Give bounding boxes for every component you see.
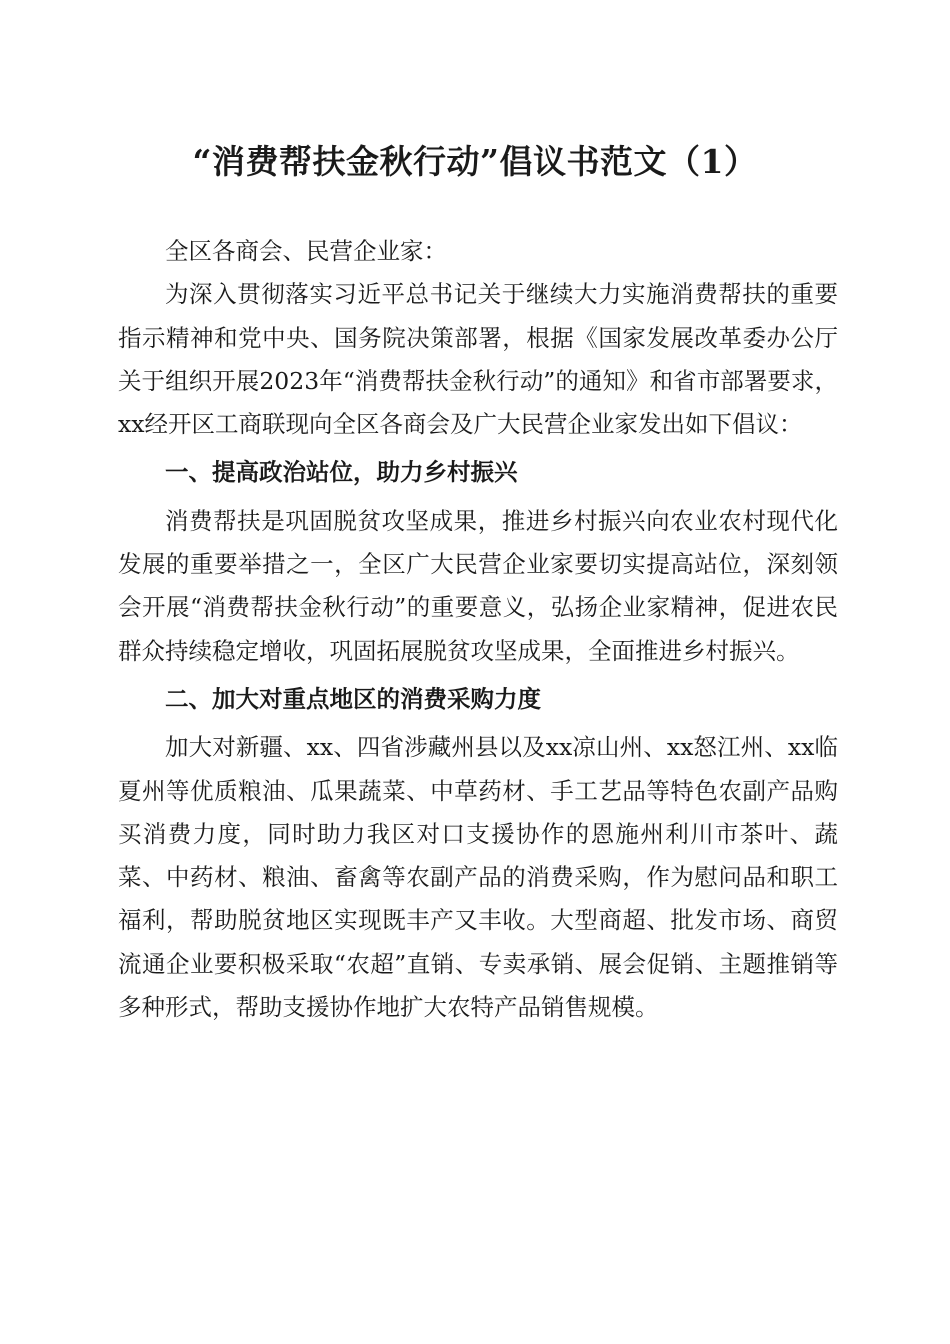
intro-paragraph: 为深入贯彻落实习近平总书记关于继续大力实施消费帮扶的重要指示精神和党中央、国务院决策部署，根据《国家发展改革委办公厅关于组织开展2023年“消费帮扶金秋行动”的通知》和省市部署要求，xx经开区工商联现向全区各商会及广大民营企业家发出如下倡议： bbox=[118, 280, 838, 439]
section-heading-1: 一、提高政治站位，助力乡村振兴 bbox=[165, 458, 518, 487]
section-body-1: 消费帮扶是巩固脱贫攻坚成果，推进乡村振兴向农业农村现代化发展的重要举措之一，全区广大民营企业家要切实提高站位，深刻领会开展“消费帮扶金秋行动”的重要意义，弘扬企业家精神，促进农民群众持续稳定增收，巩固拓展脱贫攻坚成果，全面推进乡村振兴。 bbox=[118, 506, 838, 665]
document-title: “消费帮扶金秋行动”倡议书范文（1） bbox=[192, 142, 758, 181]
document-body bbox=[118, 230, 838, 1029]
section-body-2: 加大对新疆、xx、四省涉藏州县以及xx凉山州、xx怒江州、xx临夏州等优质粮油、瓜果蔬菜、中草药材、手工艺品等特色农副产品购买消费力度，同时助力我区对口支援协作的恩施州利川市茶叶、蔬菜、中药材、粮油、畜禽等农副产品的消费采购，作为慰问品和职工福利，帮助脱贫地区实现既丰产又丰收。大型商超、批发市场、商贸流通企业要积极采取“农超”直销、专卖承销、展会促销、主题推销等多种形式，帮助支援协作地扩大农特产品销售规模。 bbox=[118, 733, 838, 1022]
section-heading-2: 二、加大对重点地区的消费采购力度 bbox=[165, 684, 541, 713]
salutation: 全区各商会、民营企业家： bbox=[165, 237, 447, 265]
